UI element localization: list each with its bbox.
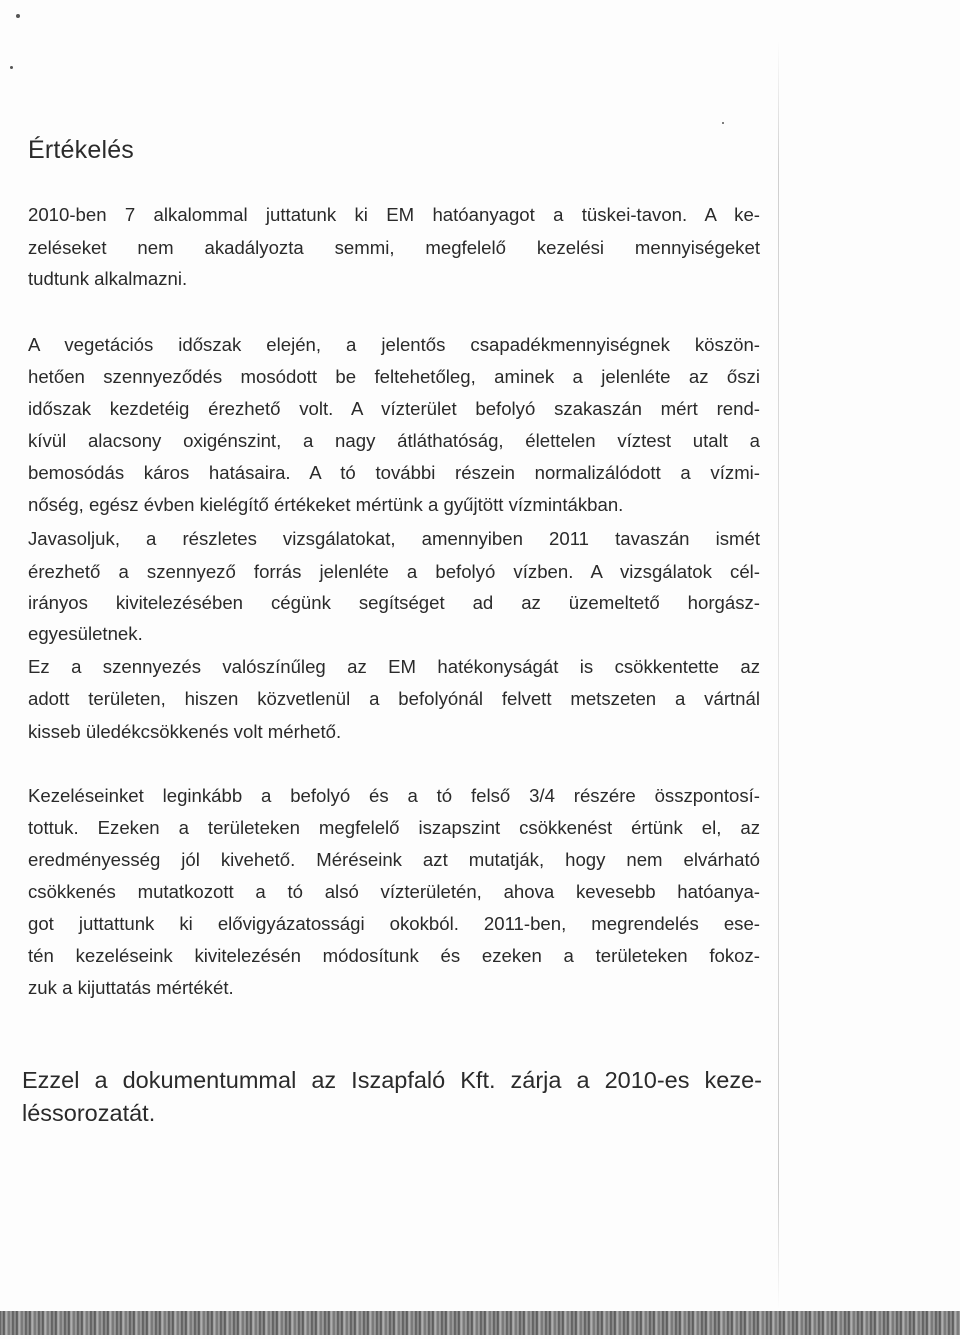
text-line: tén kezeléseink kivitelezésén módosítunk és ezeken a területeken fokoz- bbox=[28, 945, 760, 966]
text-line: eredményesség jól kivehető. Méréseink azt mutatják, hogy nem elvárható bbox=[28, 849, 760, 870]
text-line: kívül alacsony oxigénszint, a nagy átláthatóság, élettelen víztest utalt a bbox=[28, 430, 760, 451]
text-line: bemosódás káros hatásaira. A tó további részein normalizálódott a vízmi- bbox=[28, 462, 760, 483]
closing-line: Ezzel a dokumentummal az Iszapfaló Kft. zárja a 2010-es keze- bbox=[22, 1067, 762, 1093]
text-line: tottuk. Ezeken a területeken megfelelő iszapszint csökkenést értünk el, az bbox=[28, 817, 760, 838]
text-line: kisseb üledékcsökkenés volt mérhető. bbox=[28, 721, 342, 742]
text-line: got juttattunk ki elővigyázatossági okokból. 2011-ben, megrendelés ese- bbox=[28, 913, 760, 934]
text-line: zeléseket nem akadályozta semmi, megfelelő kezelési mennyiségeket bbox=[28, 237, 760, 258]
text-line: egyesületnek. bbox=[28, 623, 143, 644]
text-line: hetően szennyeződés mosódott be feltehetőleg, aminek a jelenléte az őszi bbox=[28, 366, 760, 387]
scan-bottom-edge bbox=[0, 1311, 960, 1335]
text-line: Javasoljuk, a részletes vizsgálatokat, amennyiben 2011 tavaszán ismét bbox=[28, 528, 760, 549]
scan-speck bbox=[10, 66, 13, 69]
text-line: adott területen, hiszen közvetlenül a befolyónál felvett metszeten a vártnál bbox=[28, 688, 760, 709]
scan-speck bbox=[16, 14, 20, 18]
page-edge-shadow bbox=[778, 40, 779, 1310]
closing-line: léssorozatát. bbox=[22, 1100, 156, 1126]
text-line: irányos kivitelezésében cégünk segítséget ad az üzemeltető horgász- bbox=[28, 592, 760, 613]
text-line: tudtunk alkalmazni. bbox=[28, 268, 188, 289]
section-heading: Értékelés bbox=[28, 136, 135, 164]
text-line: zuk a kijuttatás mértékét. bbox=[28, 977, 234, 998]
text-line: 2010-ben 7 alkalommal juttatunk ki EM hatóanyagot a tüskei-tavon. A ke- bbox=[28, 204, 760, 225]
text-line: időszak kezdetéig érezhető volt. A vízterület befolyó szakaszán mért rend- bbox=[28, 398, 760, 419]
text-line: csökkenés mutatkozott a tó alsó vízterületén, ahova kevesebb hatóanya- bbox=[28, 881, 760, 902]
text-line: Ez a szennyezés valószínűleg az EM hatékonyságát is csökkentette az bbox=[28, 656, 760, 677]
text-line: nőség, egész évben kielégítő értékeket mértünk a gyűjtött vízmintákban. bbox=[28, 494, 624, 515]
text-line: A vegetációs időszak elején, a jelentős csapadékmennyiségnek köszön- bbox=[28, 334, 760, 355]
text-line: érezhető a szennyező forrás jelenléte a befolyó vízben. A vizsgálatok cél- bbox=[28, 561, 760, 582]
scan-speck bbox=[722, 122, 724, 124]
text-line: Kezeléseinket leginkább a befolyó és a tó felső 3/4 részére összpontosí- bbox=[28, 785, 760, 806]
